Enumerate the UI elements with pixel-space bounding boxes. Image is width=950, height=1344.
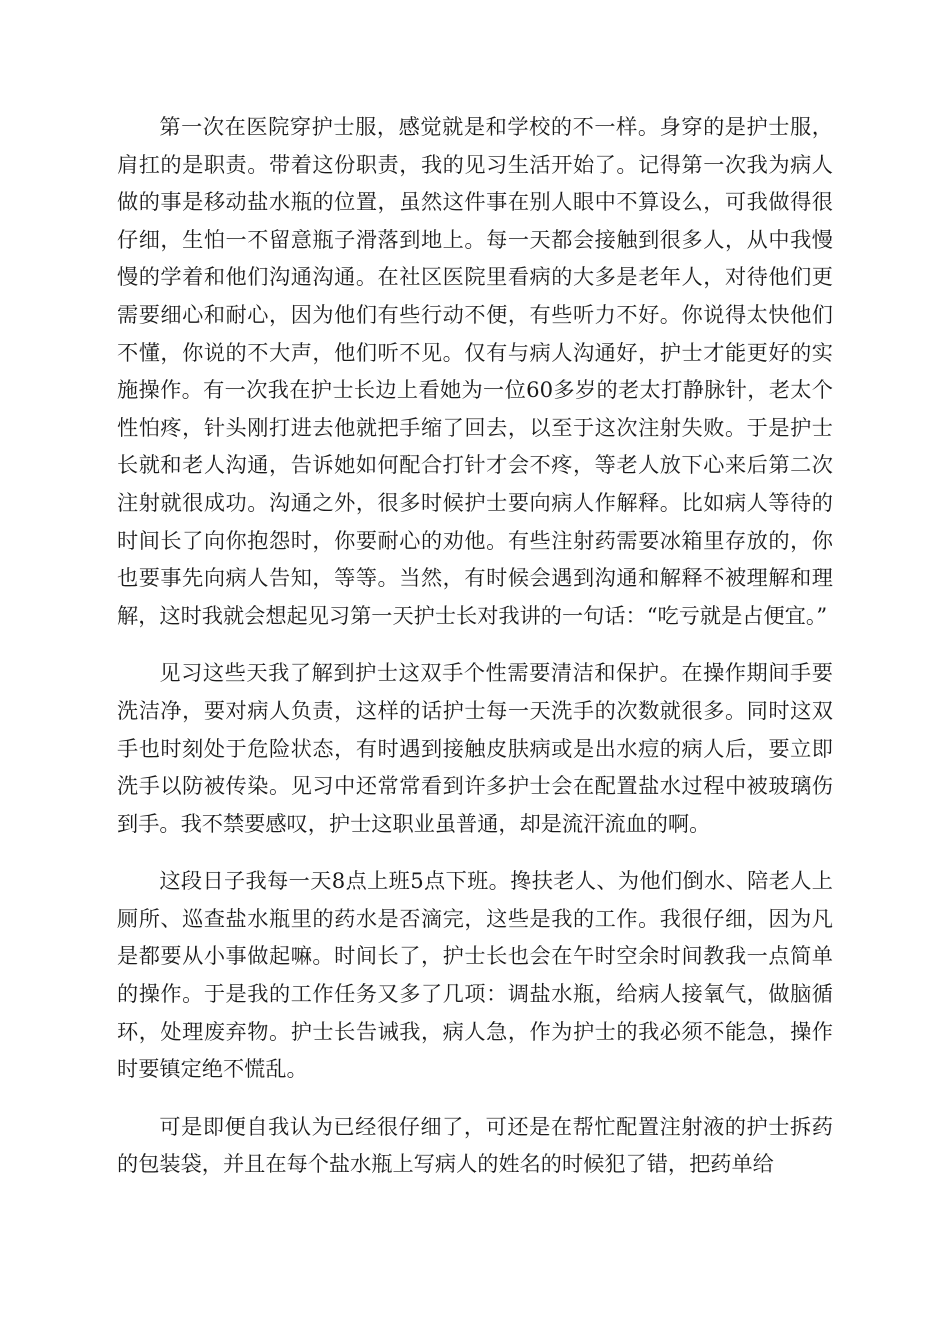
document-page <box>117 108 833 1203</box>
paragraph-4: 可是即便自我认为已经很仔细了，可还是在帮忙配置注射液的护士拆药的包装袋，并且在每个盐水瓶上写病人的姓名的时候犯了错，把药单给 <box>117 1113 833 1177</box>
paragraph-1: 第一次在医院穿护士服，感觉就是和学校的不一样。身穿的是护士服，肩扛的是职责。带着这份职责，我的见习生活开始了。记得第一次我为病人做的事是移动盐水瓶的位置，虽然这件事在别人眼中不算设么，可我做得很仔细，生怕一不留意瓶子滑落到地上。每一天都会接触到很多人，从中我慢慢的学着和他们沟通沟通。在社区医院里看病的大多是老年人，对待他们更需要细心和耐心，因为他们有些行动不便，有些听力不好。你说得太快他们不懂，你说的不大声，他们听不见。仅有与病人沟通好，护士才能更好的实施操作。有一次我在护士长边上看她为一位60多岁的老太打静脉针，老太个性怕疼，针头刚打进去他就把手缩了回去，以至于这次注射失败。于是护士长就和老人沟通，告诉她如何配合打针才会不疼，等老人放下心来后第二次注射就很成功。沟通之外，很多时候护士要向病人作解释。比如病人等待的时间长了向你抱怨时，你要耐心的劝他。有些注射药需要冰箱里存放的，你也要事先向病人告知，等等。当然，有时候会遇到沟通和解释不被理解和理解，这时我就会想起见习第一天护士长对我讲的一句话：“吃亏就是占便宜。” <box>117 114 833 628</box>
paragraph-2: 见习这些天我了解到护士这双手个性需要清洁和保护。在操作期间手要洗洁净，要对病人负责，这样的话护士每一天洗手的次数就很多。同时这双手也时刻处于危险状态，有时遇到接触皮肤病或是出水痘的病人后，要立即洗手以防被传染。见习中还常常看到许多护士会在配置盐水过程中被玻璃伤到手。我不禁要感叹，护士这职业虽普通，却是流汗流血的啊。 <box>117 660 833 836</box>
paragraph-3: 这段日子我每一天8点上班5点下班。搀扶老人、为他们倒水、陪老人上厕所、巡查盐水瓶里的药水是否滴完，这些是我的工作。我很仔细，因为凡是都要从小事做起嘛。时间长了，护士长也会在午时空余时间教我一点简单的操作。于是我的工作任务又多了几项：调盐水瓶，给病人接氧气，做脑循环，处理废弃物。护士长告诫我，病人急，作为护士的我必须不能急，操作时要镇定绝不慌乱。 <box>117 868 833 1082</box>
